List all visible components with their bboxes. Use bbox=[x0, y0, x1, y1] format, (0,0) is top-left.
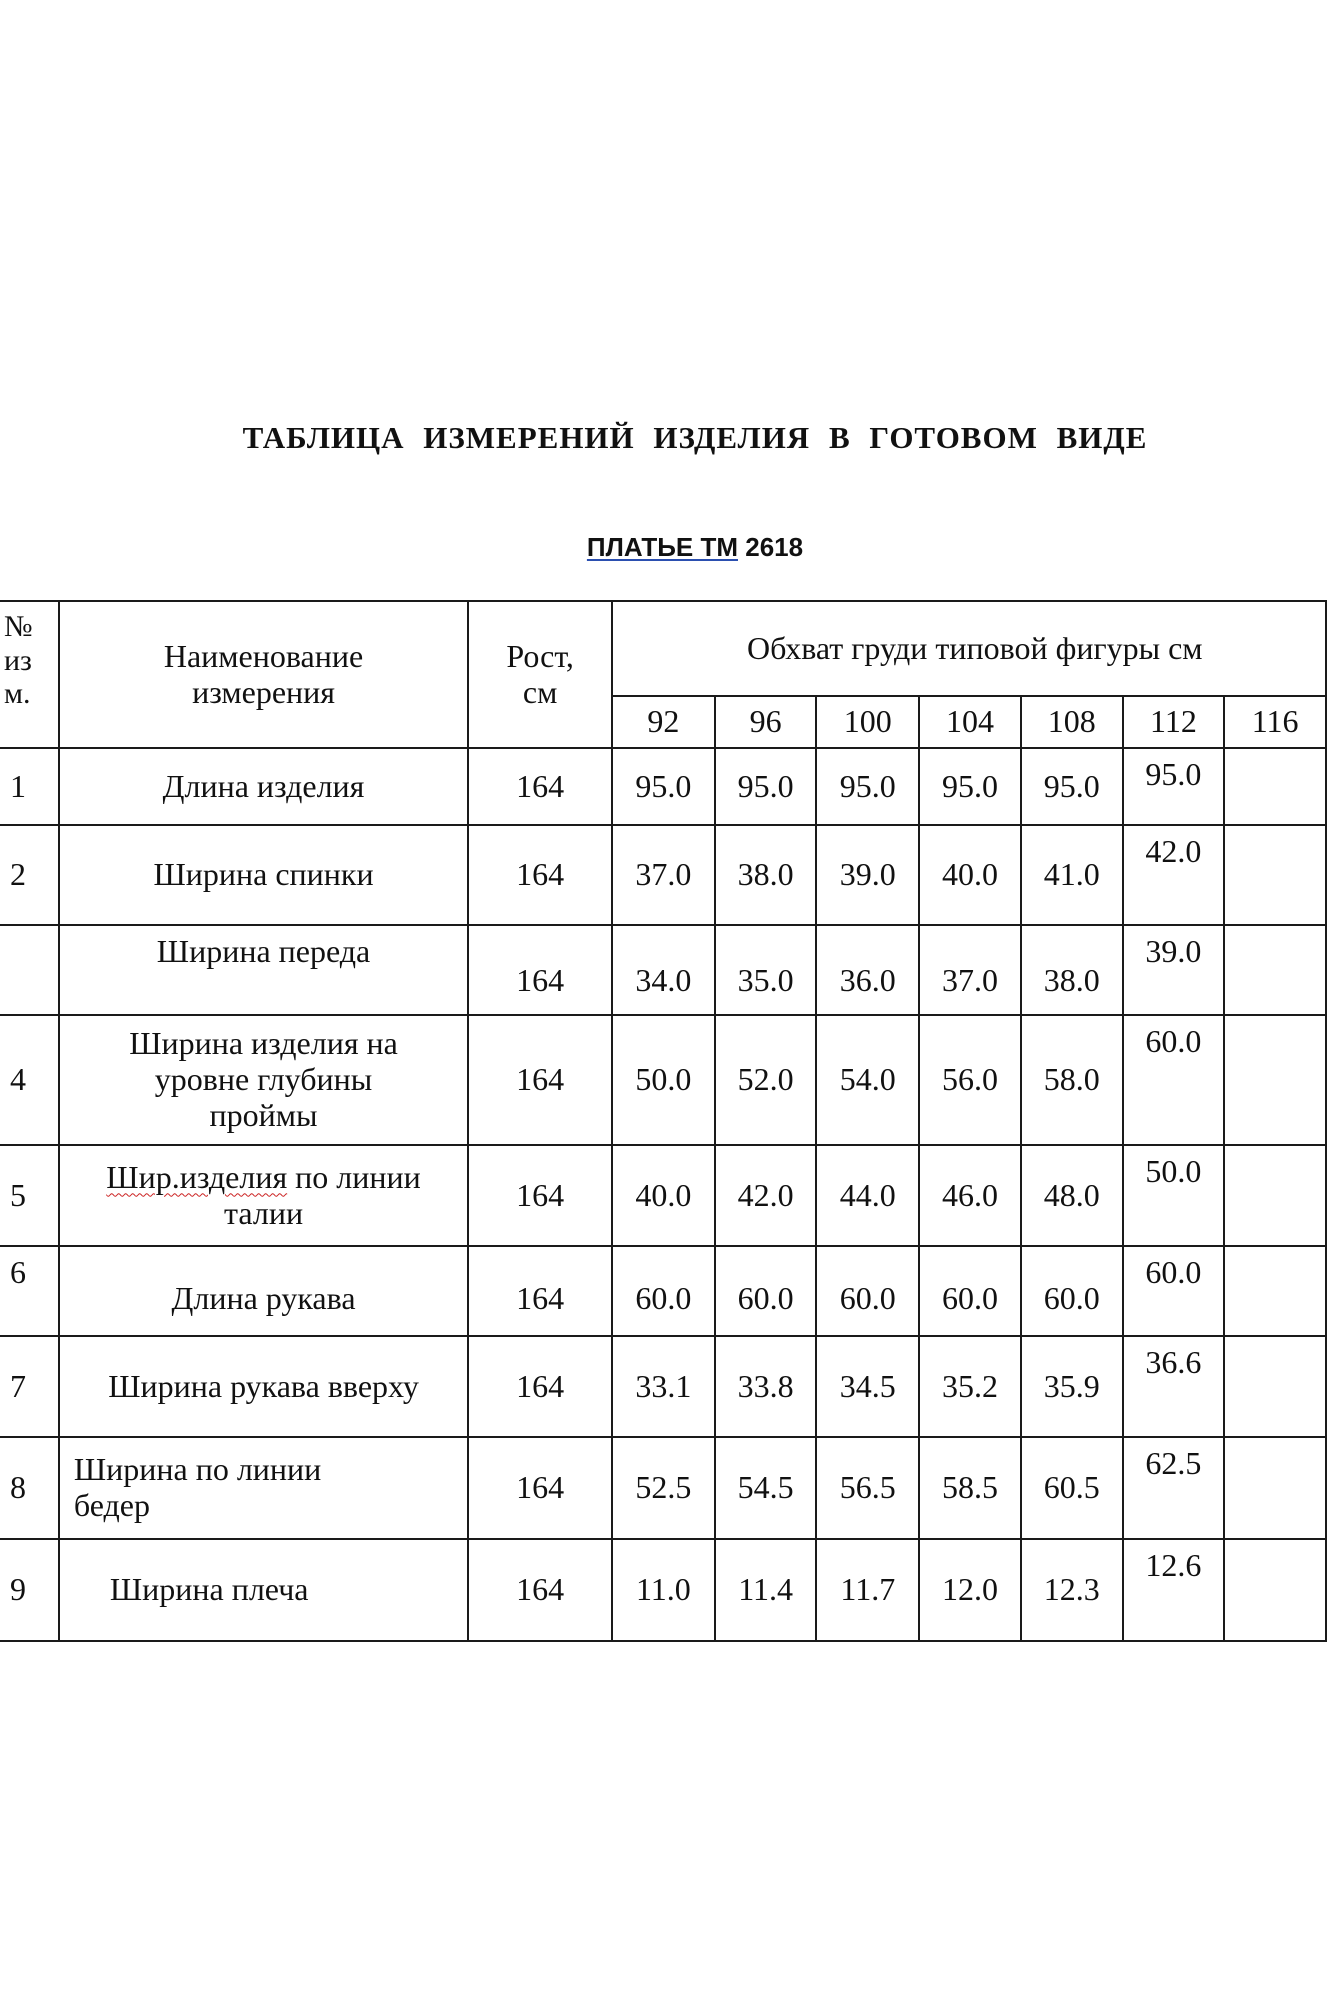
row-value: 54.0 bbox=[816, 1015, 919, 1145]
row-value: 42.0 bbox=[715, 1145, 817, 1246]
row-number: 1 bbox=[0, 748, 59, 825]
row-number: 6 bbox=[0, 1246, 59, 1336]
table-row bbox=[0, 1336, 1326, 1437]
row-value: 58.5 bbox=[919, 1437, 1021, 1539]
row-value bbox=[1224, 1145, 1326, 1246]
row-value: 33.8 bbox=[715, 1336, 817, 1437]
row-height: 164 bbox=[468, 1145, 612, 1246]
row-value: 95.0 bbox=[1123, 748, 1225, 825]
row-value: 50.0 bbox=[612, 1015, 715, 1145]
row-value: 62.5 bbox=[1123, 1437, 1225, 1539]
row-height: 164 bbox=[468, 1539, 612, 1641]
header-chest-girth: Обхват груди типовой фигуры см bbox=[612, 601, 1326, 696]
row-value: 11.7 bbox=[816, 1539, 919, 1641]
size-header: 104 bbox=[919, 696, 1021, 748]
row-value: 37.0 bbox=[612, 825, 715, 925]
row-value: 56.5 bbox=[816, 1437, 919, 1539]
size-header: 100 bbox=[816, 696, 919, 748]
row-value: 38.0 bbox=[1021, 925, 1123, 1015]
row-value bbox=[1224, 1437, 1326, 1539]
row-number: 4 bbox=[0, 1015, 59, 1145]
row-value: 95.0 bbox=[715, 748, 817, 825]
header-number bbox=[0, 601, 59, 748]
header-number-line-1: № bbox=[4, 610, 33, 643]
row-value: 40.0 bbox=[919, 825, 1021, 925]
row-value: 11.0 bbox=[612, 1539, 715, 1641]
row-height: 164 bbox=[468, 925, 612, 1015]
row-value: 48.0 bbox=[1021, 1145, 1123, 1246]
table-row bbox=[0, 1539, 1326, 1641]
header-name: Наименование измерения bbox=[59, 601, 468, 748]
row-value: 60.0 bbox=[1123, 1246, 1225, 1336]
header-height: Рост, см bbox=[468, 601, 612, 748]
size-header: 108 bbox=[1021, 696, 1123, 748]
row-value bbox=[1224, 1336, 1326, 1437]
row-value: 52.0 bbox=[715, 1015, 817, 1145]
row-value bbox=[1224, 825, 1326, 925]
row-value: 60.5 bbox=[1021, 1437, 1123, 1539]
size-header: 116 bbox=[1224, 696, 1326, 748]
row-height: 164 bbox=[468, 1336, 612, 1437]
row-height: 164 bbox=[468, 1015, 612, 1145]
row-value: 95.0 bbox=[919, 748, 1021, 825]
row-value: 37.0 bbox=[919, 925, 1021, 1015]
row-value bbox=[1224, 1539, 1326, 1641]
table-row bbox=[0, 1246, 1326, 1336]
row-name: Ширина по линии бедер bbox=[59, 1437, 468, 1539]
row-value: 44.0 bbox=[816, 1145, 919, 1246]
row-value: 35.0 bbox=[715, 925, 817, 1015]
row-value: 12.3 bbox=[1021, 1539, 1123, 1641]
size-header: 92 bbox=[612, 696, 715, 748]
row-value: 34.5 bbox=[816, 1336, 919, 1437]
row-value: 35.9 bbox=[1021, 1336, 1123, 1437]
row-value: 58.0 bbox=[1021, 1015, 1123, 1145]
table-row bbox=[0, 1015, 1326, 1145]
row-value: 38.0 bbox=[715, 825, 817, 925]
row-value: 34.0 bbox=[612, 925, 715, 1015]
row-value: 36.6 bbox=[1123, 1336, 1225, 1437]
row-value bbox=[1224, 1015, 1326, 1145]
row-value: 54.5 bbox=[715, 1437, 817, 1539]
row-name: Ширина изделия на уровне глубины проймы bbox=[59, 1015, 468, 1145]
row-number: 9 bbox=[0, 1539, 59, 1641]
row-value: 60.0 bbox=[1021, 1246, 1123, 1336]
row-value: 36.0 bbox=[816, 925, 919, 1015]
row-name bbox=[59, 1145, 468, 1246]
row-value: 60.0 bbox=[1123, 1015, 1225, 1145]
row-name: Ширина плеча bbox=[59, 1539, 468, 1641]
row-value bbox=[1224, 748, 1326, 825]
row-name: Ширина рукава вверху bbox=[59, 1336, 468, 1437]
size-header: 112 bbox=[1123, 696, 1225, 748]
row-number: 5 bbox=[0, 1145, 59, 1246]
row-value: 41.0 bbox=[1021, 825, 1123, 925]
row-name: Длина рукава bbox=[59, 1246, 468, 1336]
row-value: 46.0 bbox=[919, 1145, 1021, 1246]
row-value: 95.0 bbox=[612, 748, 715, 825]
table-row bbox=[0, 1437, 1326, 1539]
size-header: 96 bbox=[715, 696, 817, 748]
row-height: 164 bbox=[468, 1437, 612, 1539]
row-value: 52.5 bbox=[612, 1437, 715, 1539]
row-value: 60.0 bbox=[612, 1246, 715, 1336]
row-name: Ширина переда bbox=[59, 925, 468, 1015]
row-name-marked: Шир.изделия bbox=[106, 1158, 288, 1195]
row-value: 39.0 bbox=[1123, 925, 1225, 1015]
row-value: 50.0 bbox=[1123, 1145, 1225, 1246]
table-row bbox=[0, 825, 1326, 925]
row-value: 60.0 bbox=[715, 1246, 817, 1336]
subtitle-product: ПЛАТЬЕ ТМ bbox=[586, 532, 738, 562]
row-value: 95.0 bbox=[1021, 748, 1123, 825]
header-number-line-3: м. bbox=[4, 677, 31, 711]
row-number bbox=[0, 925, 59, 1015]
row-value: 12.0 bbox=[919, 1539, 1021, 1641]
measurements-table bbox=[0, 600, 1327, 1642]
row-value: 42.0 bbox=[1123, 825, 1225, 925]
row-value: 39.0 bbox=[816, 825, 919, 925]
row-value: 60.0 bbox=[816, 1246, 919, 1336]
row-value: 11.4 bbox=[715, 1539, 817, 1641]
row-value: 56.0 bbox=[919, 1015, 1021, 1145]
row-value bbox=[1224, 925, 1326, 1015]
row-value: 60.0 bbox=[919, 1246, 1021, 1336]
document-title: ТАБЛИЦА ИЗМЕРЕНИЙ ИЗДЕЛИЯ В ГОТОВОМ ВИДЕ bbox=[242, 420, 1148, 455]
row-value bbox=[1224, 1246, 1326, 1336]
table-row bbox=[0, 925, 1326, 1015]
row-height: 164 bbox=[468, 748, 612, 825]
row-height: 164 bbox=[468, 1246, 612, 1336]
row-height: 164 bbox=[468, 825, 612, 925]
row-value: 35.2 bbox=[919, 1336, 1021, 1437]
header-row-top bbox=[0, 601, 1326, 696]
row-number: 7 bbox=[0, 1336, 59, 1437]
document-subtitle bbox=[0, 532, 1333, 563]
row-number: 8 bbox=[0, 1437, 59, 1539]
row-value: 33.1 bbox=[612, 1336, 715, 1437]
row-value: 12.6 bbox=[1123, 1539, 1225, 1641]
row-name-rest: по линии талии bbox=[223, 1158, 421, 1231]
table-row bbox=[0, 1145, 1326, 1246]
header-number-line-2: из bbox=[4, 643, 32, 677]
row-name: Ширина спинки bbox=[59, 825, 468, 925]
table-row bbox=[0, 748, 1326, 825]
subtitle-model-number: 2618 bbox=[745, 532, 804, 562]
row-value: 40.0 bbox=[612, 1145, 715, 1246]
row-value: 95.0 bbox=[816, 748, 919, 825]
row-name: Длина изделия bbox=[59, 748, 468, 825]
row-number: 2 bbox=[0, 825, 59, 925]
